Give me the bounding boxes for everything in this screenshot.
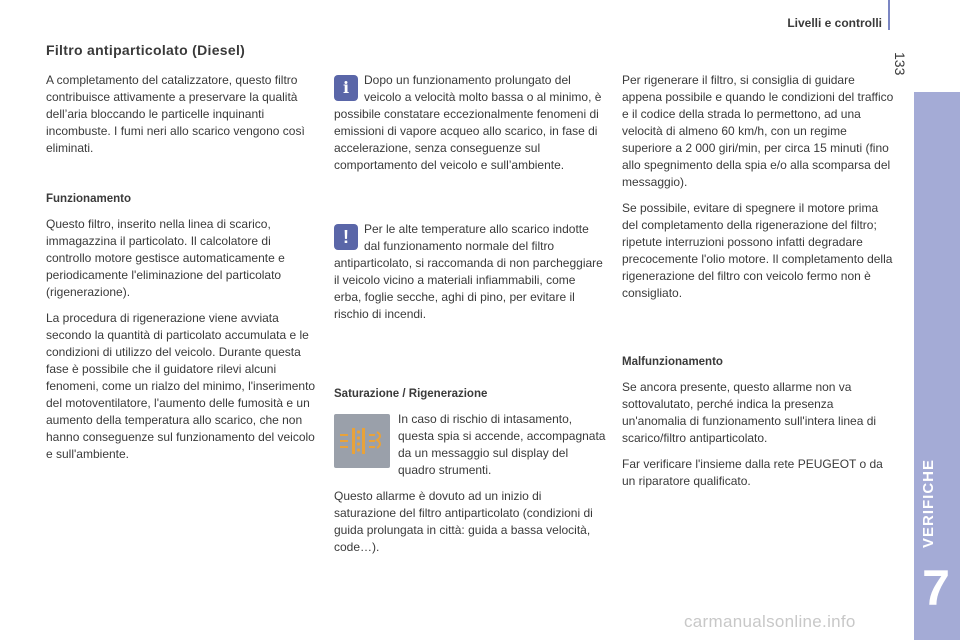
lamp-description bbox=[334, 411, 606, 488]
page-title: Filtro antiparticolato (Diesel) bbox=[46, 42, 246, 58]
paragraph: Per rigenerare il filtro, si consiglia di guidare appena possibile e quando le condizioni del traffico e il codice della strada lo permettono, ad una velocità di almeno 60 km/h, con un regime superiore a 2 000 giri/min, per circa 15 minuti (fino allo spegnimento della spia e/o alla scomparsa del messaggio). bbox=[622, 73, 894, 189]
header-divider bbox=[888, 0, 890, 30]
column-right bbox=[622, 72, 894, 499]
page-number: 133 bbox=[892, 52, 908, 76]
warning-icon: ! bbox=[334, 224, 358, 250]
heading-malfunzionamento: Malfunzionamento bbox=[622, 356, 723, 368]
info-icon: i bbox=[334, 75, 358, 101]
chapter-number: 7 bbox=[922, 560, 950, 616]
paragraph: Se ancora presente, questo allarme non va sottovalutato, perché indica la presenza un'anomalia di funzionamento sull'intera linea di scarico/filtro antiparticolato. bbox=[622, 380, 877, 445]
paragraph: La procedura di rigenerazione viene avviata secondo la quantità di particolato accumulata e le condizioni di utilizzo del veicolo. Durante questa fase è possibile che il guidatore rilevi alcuni fenomeni, come un rialzo del minimo, l'inserimento del motoventilatore, l'aumento delle fumosità e un aumento della temperatura allo scarico, che non hanno conseguenze sul funzionamento del veicolo e sull'ambiente. bbox=[46, 311, 316, 461]
warning-note bbox=[334, 221, 606, 332]
heading-saturazione: Saturazione / Rigenerazione bbox=[334, 388, 488, 400]
paragraph: Questo allarme è dovuto ad un inizio di saturazione del filtro antiparticolato (condizioni di guida prolungata in città: guida a bassa velocità, code…). bbox=[334, 489, 593, 554]
paragraph: Questo filtro, inserito nella linea di scarico, immagazzina il particolato. Il calcolatore di controllo motore gestisce automaticamente e periodicamente l'eliminazione del particolato (rigenerazione). bbox=[46, 217, 285, 299]
column-left bbox=[46, 72, 318, 472]
info-note bbox=[334, 72, 606, 183]
chapter-label: VERIFICHE bbox=[920, 458, 937, 548]
particle-filter-warning-icon bbox=[334, 414, 390, 468]
paragraph: Far verificare l'insieme dalla rete PEUGEOT o da un riparatore qualificato. bbox=[622, 457, 883, 488]
info-text: Dopo un funzionamento prolungato del veicolo a velocità molto bassa o al minimo, è possibile constatare eccezionalmente fenomeni di emissioni di vapore acqueo allo scarico, in fase di accelerazione, senza conseguenze sul comportamento del veicolo e sull’ambiente. bbox=[334, 73, 602, 172]
heading-funzionamento: Funzionamento bbox=[46, 193, 131, 205]
paragraph: Se possibile, evitare di spegnere il motore prima del completamento della rigenerazione del filtro; ripetute interruzioni possono infatti degradare precocemente l'olio motore. Il completamento della rigenerazione del filtro con veicolo fermo non è consigliato. bbox=[622, 201, 893, 300]
column-middle bbox=[334, 72, 606, 565]
watermark: carmanualsonline.info bbox=[684, 612, 856, 631]
section-header: Livelli e controlli bbox=[787, 16, 882, 30]
warning-text: Per le alte temperature allo scarico indotte dal funzionamento normale del filtro antiparticolato, si raccomanda di non parcheggiare il veicolo vicino a materiali infiammabili, come erba, foglie secche, aghi di pino, per evitare il rischio di incendi. bbox=[334, 222, 603, 321]
lamp-text: In caso di rischio di intasamento, questa spia si accende, accompagnata da un messaggio sul display del quadro strumenti. bbox=[398, 412, 606, 477]
intro-paragraph: A completamento del catalizzatore, questo filtro contribuisce attivamente a preservare la qualità dell’aria bloccando le particelle inquinanti incombuste. I fumi neri allo scarico vengono così eliminati. bbox=[46, 73, 305, 155]
